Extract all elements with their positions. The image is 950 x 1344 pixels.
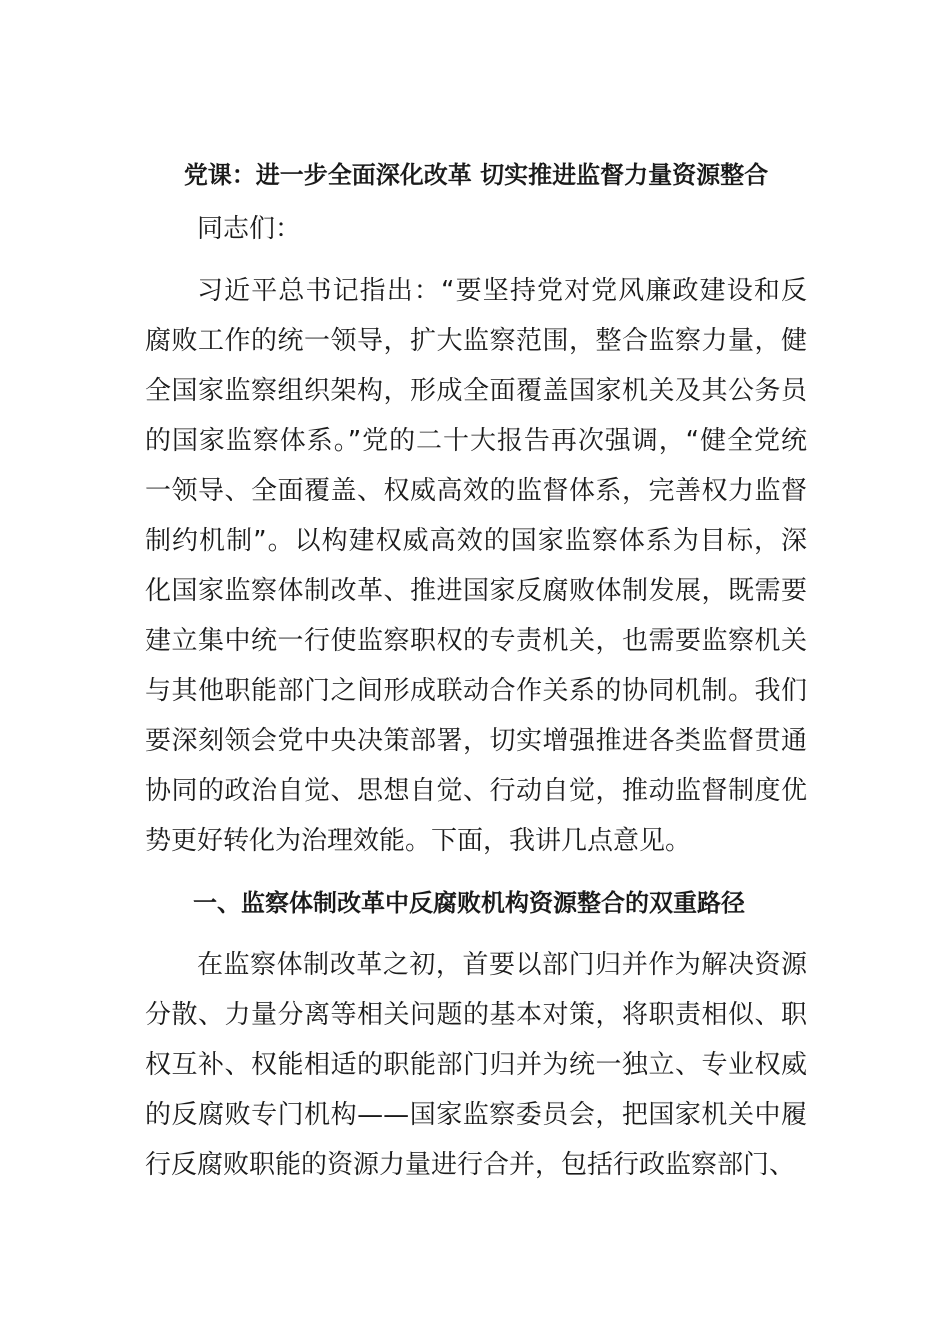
document-page — [145, 150, 807, 1190]
section-heading: 一、监察体制改革中反腐败机构资源整合的双重路径 — [193, 889, 745, 917]
salutation: 同志们： — [197, 214, 302, 244]
paragraph-gap — [145, 866, 807, 878]
paragraph-gap — [145, 928, 807, 940]
body-paragraph: 习近平总书记指出：“要坚持党对党风廉政建设和反腐败工作的统一领导，扩大监察范围，整合监察力量，健全国家监察组织架构，形成全面覆盖国家机关及其公务员的国家监察体系。”党的二十大报告再次强调，“健全党统一领导、全面覆盖、权威高效的监督体系，完善权力监督制约机制”。以构建权威高效的国家监察体系为目标，深化国家监察体制改革、推进国家反腐败体制发展，既需要建立集中统一行使监察职权的专责机关，也需要监察机关与其他职能部门之间形成联动合作关系的协同机制。我们要深刻领会党中央决策部署，切实增强推进各类监督贯通协同的政治自觉、思想自觉、行动自觉，推动监督制度优势更好转化为治理效能。下面，我讲几点意见。 — [145, 276, 807, 856]
body-paragraph: 在监察体制改革之初，首要以部门归并作为解决资源分散、力量分离等相关问题的基本对策，将职责相似、职权互补、权能相适的职能部门归并为统一独立、专业权威的反腐败专门机构——国家监察委员会，把国家机关中履行反腐败职能的资源力量进行合并，包括行政监察部门、 — [145, 950, 807, 1180]
document-title: 党课：进一步全面深化改革 切实推进监督力量资源整合 — [183, 161, 769, 189]
paragraph-gap — [145, 254, 807, 266]
